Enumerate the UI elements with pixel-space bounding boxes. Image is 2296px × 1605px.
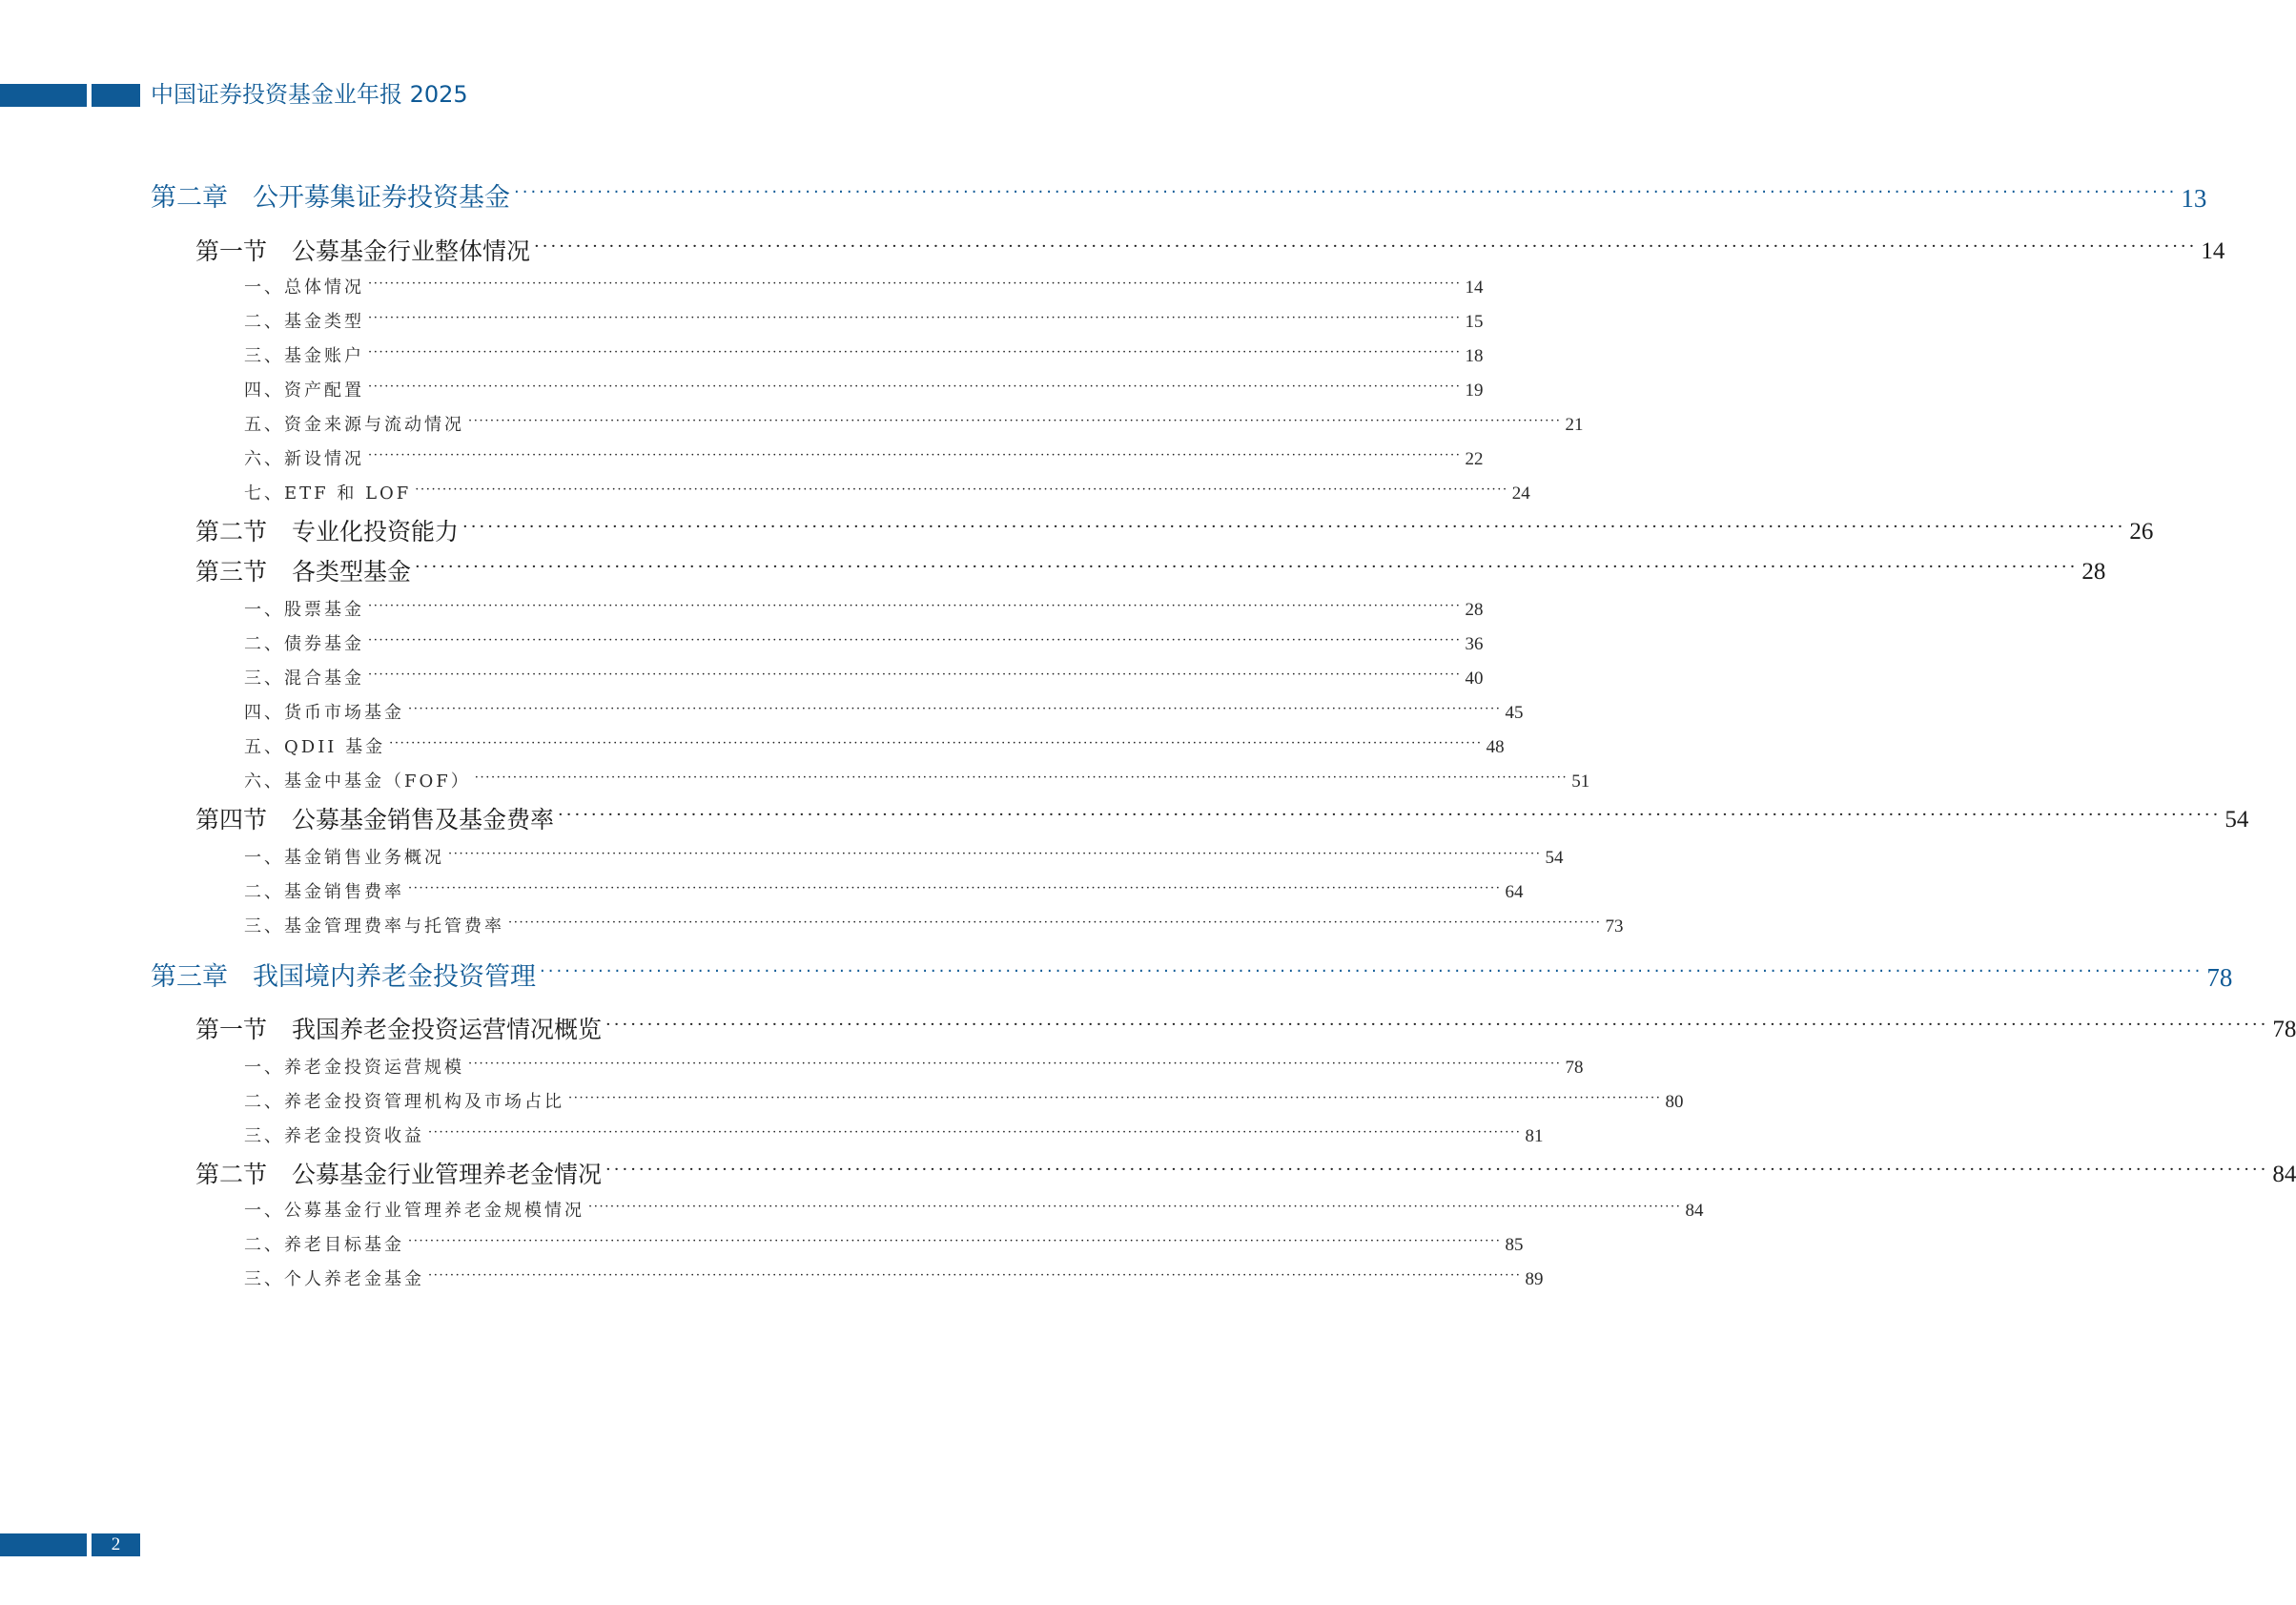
toc-page-number: 54 xyxy=(1545,848,1564,868)
toc-entry-label: 一、基金销售业务概况 xyxy=(244,848,444,868)
toc-dot-leader: ········································································································································································································ xyxy=(468,414,1562,428)
toc-page-number: 22 xyxy=(1465,449,1484,469)
toc-page-number: 84 xyxy=(1685,1201,1704,1221)
toc-entry-item[interactable] xyxy=(244,767,1590,793)
toc-entry-item[interactable] xyxy=(244,732,1505,759)
toc-page-number: 19 xyxy=(1465,381,1484,401)
running-header-title: 中国证券投资基金业年报 2025 xyxy=(151,81,468,108)
toc-page-number: 80 xyxy=(1665,1092,1684,1112)
toc-entry-item[interactable] xyxy=(244,273,1484,299)
footer-bar-left xyxy=(0,1533,87,1556)
toc-dot-leader: ········································································································································································································ xyxy=(508,916,1602,930)
toc-entry-title: 我国境内养老金投资管理 xyxy=(253,962,536,992)
toc-entry-label: 七、ETF 和 LOF xyxy=(244,484,412,504)
toc-dot-leader: ········································································································································································································ xyxy=(389,736,1483,751)
toc-dot-leader: ········································································································································································································ xyxy=(368,277,1462,291)
toc-page-number: 45 xyxy=(1505,703,1524,723)
toc-page-number: 73 xyxy=(1605,916,1624,936)
toc-dot-leader: ········································································································································································································ xyxy=(408,881,1502,895)
toc-dot-leader: ········································································································································································································ xyxy=(368,633,1462,648)
toc-entry-number: 第三章 xyxy=(151,962,228,992)
toc-dot-leader: ········································································································································································································ xyxy=(462,517,2126,537)
toc-entry-title: 各类型基金 xyxy=(292,558,412,586)
toc-dot-leader: ········································································································································································································ xyxy=(428,1125,1522,1140)
toc-entry-label xyxy=(151,960,536,995)
toc-dot-leader: ········································································································································································································ xyxy=(368,311,1462,325)
toc-dot-leader: ········································································································································································································ xyxy=(588,1200,1682,1214)
toc-dot-leader: ········································································································································································································ xyxy=(428,1268,1522,1283)
toc-page-number: 26 xyxy=(2129,519,2154,545)
toc-entry-label: 一、养老金投资运营规模 xyxy=(244,1058,464,1078)
toc-entry-item[interactable] xyxy=(244,479,1530,505)
toc-page-number: 84 xyxy=(2272,1162,2296,1187)
toc-dot-leader: ········································································································································································································ xyxy=(474,771,1568,785)
toc-entry-item[interactable] xyxy=(244,912,1624,938)
toc-entry-number: 第三节 xyxy=(195,558,268,586)
toc-entry-label xyxy=(195,557,411,587)
toc-entry-item[interactable] xyxy=(244,1230,1524,1257)
toc-entry-label: 三、混合基金 xyxy=(244,669,364,689)
toc-entry-item[interactable] xyxy=(244,1121,1544,1148)
toc-page-number: 48 xyxy=(1486,737,1505,757)
toc-entry-item[interactable] xyxy=(244,444,1484,471)
toc-entry-label: 四、资产配置 xyxy=(244,381,364,401)
toc-page-number: 81 xyxy=(1525,1126,1544,1146)
toc-entry-label: 三、养老金投资收益 xyxy=(244,1126,424,1146)
toc-dot-leader: ········································································································································································································ xyxy=(534,237,2198,257)
toc-dot-leader: ········································································································································································································ xyxy=(408,1234,1502,1248)
toc-entry-section[interactable] xyxy=(195,553,2106,587)
toc-entry-section[interactable] xyxy=(195,1011,2296,1045)
toc-entry-number: 第二节 xyxy=(195,518,268,545)
toc-entry-chapter[interactable] xyxy=(151,957,2233,995)
toc-entry-label: 五、QDII 基金 xyxy=(244,737,386,757)
toc-dot-leader: ········································································································································································································ xyxy=(368,599,1462,613)
toc-entry-label: 一、股票基金 xyxy=(244,600,364,620)
toc-entry-label: 五、资金来源与流动情况 xyxy=(244,415,464,435)
toc-page-number: 78 xyxy=(2206,963,2233,992)
toc-entry-label xyxy=(195,1160,602,1190)
toc-page-number: 15 xyxy=(1465,312,1484,332)
toc-page-number: 13 xyxy=(2181,184,2207,213)
toc-dot-leader: ········································································································································································································ xyxy=(408,702,1502,716)
toc-dot-leader: ········································································································································································································ xyxy=(368,380,1462,394)
toc-entry-title: 公募基金销售及基金费率 xyxy=(292,806,555,833)
toc-entry-label: 四、货币市场基金 xyxy=(244,703,404,723)
page-number: 2 xyxy=(111,1534,121,1554)
toc-page-number: 24 xyxy=(1511,484,1530,504)
toc-entry-item[interactable] xyxy=(244,698,1524,725)
toc-entry-section[interactable] xyxy=(195,801,2249,835)
toc-entry-item[interactable] xyxy=(244,843,1564,870)
toc-dot-leader: ········································································································································································································ xyxy=(558,805,2222,825)
toc-page-number: 51 xyxy=(1571,772,1590,792)
toc-entry-label: 三、基金管理费率与托管费率 xyxy=(244,916,504,936)
toc-entry-number: 第一节 xyxy=(195,1016,268,1043)
toc-entry-label: 二、基金类型 xyxy=(244,312,364,332)
toc-page-number: 14 xyxy=(2201,238,2225,264)
toc-entry-section[interactable] xyxy=(195,1156,2296,1190)
toc-entry-item[interactable] xyxy=(244,629,1484,656)
toc-page-number: 85 xyxy=(1505,1235,1524,1255)
toc-entry-item[interactable] xyxy=(244,664,1484,690)
toc-entry-item[interactable] xyxy=(244,1053,1584,1080)
toc-entry-item[interactable] xyxy=(244,595,1484,622)
toc-entry-label xyxy=(195,1015,602,1045)
toc-page-number: 78 xyxy=(1565,1058,1584,1078)
toc-dot-leader: ········································································································································································································ xyxy=(368,448,1462,463)
toc-entry-item[interactable] xyxy=(244,1265,1544,1291)
toc-entry-item[interactable] xyxy=(244,410,1584,437)
toc-entry-label xyxy=(151,181,510,216)
toc-dot-leader: ········································································································································································································ xyxy=(368,345,1462,360)
toc-entry-label: 六、基金中基金（FOF） xyxy=(244,772,471,792)
toc-page-number: 54 xyxy=(2224,807,2249,833)
toc-entry-label: 二、基金销售费率 xyxy=(244,882,404,902)
toc-entry-title: 公募基金行业整体情况 xyxy=(292,237,531,265)
toc-entry-item[interactable] xyxy=(244,341,1484,368)
toc-entry-item[interactable] xyxy=(244,307,1484,334)
toc-page-number: 21 xyxy=(1565,415,1584,435)
toc-entry-label: 二、养老目标基金 xyxy=(244,1235,404,1255)
toc-entry-label xyxy=(195,805,554,835)
toc-entry-item[interactable] xyxy=(244,877,1524,904)
toc-entry-label xyxy=(195,517,459,547)
toc-page-number: 14 xyxy=(1465,278,1484,298)
toc-entry-label: 二、债券基金 xyxy=(244,634,364,654)
toc-entry-chapter[interactable] xyxy=(151,177,2207,216)
toc-entry-number: 第二节 xyxy=(195,1161,268,1188)
toc-page-number: 28 xyxy=(1465,600,1484,620)
toc-dot-leader: ········································································································································································································ xyxy=(368,668,1462,682)
toc-page-number: 64 xyxy=(1505,882,1524,902)
toc-page-number: 89 xyxy=(1525,1269,1544,1289)
toc-entry-title: 公开募集证券投资基金 xyxy=(253,183,510,213)
toc-entry-title: 公募基金行业管理养老金情况 xyxy=(292,1161,603,1188)
toc-entry-item[interactable] xyxy=(244,1196,1704,1223)
toc-entry-title: 专业化投资能力 xyxy=(292,518,460,545)
toc-dot-leader: ········································································································································································································ xyxy=(605,1015,2269,1035)
toc-entry-label: 三、个人养老金基金 xyxy=(244,1269,424,1289)
toc-page-number: 18 xyxy=(1465,346,1484,366)
toc-entry-label: 一、总体情况 xyxy=(244,278,364,298)
toc-page-number: 28 xyxy=(2081,559,2106,585)
toc-entry-title: 我国养老金投资运营情况概览 xyxy=(292,1016,603,1043)
toc-dot-leader: ········································································································································································································ xyxy=(568,1091,1662,1105)
toc-page-number: 78 xyxy=(2272,1017,2296,1042)
toc-dot-leader: ········································································································································································································ xyxy=(605,1160,2269,1180)
toc-dot-leader: ········································································································································································································ xyxy=(415,557,2079,577)
toc-entry-label xyxy=(195,237,530,267)
toc-entry-number: 第一节 xyxy=(195,237,268,265)
toc-entry-item[interactable] xyxy=(244,376,1484,402)
toc-dot-leader: ········································································································································································································ xyxy=(415,483,1508,497)
toc-dot-leader: ········································································································································································································ xyxy=(468,1057,1562,1071)
toc-entry-label: 二、养老金投资管理机构及市场占比 xyxy=(244,1092,564,1112)
toc-entry-item[interactable] xyxy=(244,1087,1684,1114)
toc-dot-leader: ········································································································································································································ xyxy=(514,182,2178,202)
toc-entry-label: 三、基金账户 xyxy=(244,346,364,366)
toc-dot-leader: ········································································································································································································ xyxy=(540,961,2204,981)
toc-entry-section[interactable] xyxy=(195,233,2225,267)
toc-dot-leader: ········································································································································································································ xyxy=(448,847,1542,861)
toc-page-number: 36 xyxy=(1465,634,1484,654)
toc-entry-label: 一、公募基金行业管理养老金规模情况 xyxy=(244,1201,584,1221)
toc-entry-section[interactable] xyxy=(195,513,2154,547)
toc-entry-number: 第二章 xyxy=(151,183,228,213)
toc-entry-label: 六、新设情况 xyxy=(244,449,364,469)
toc-page-number: 40 xyxy=(1465,669,1484,689)
toc-entry-number: 第四节 xyxy=(195,806,268,833)
